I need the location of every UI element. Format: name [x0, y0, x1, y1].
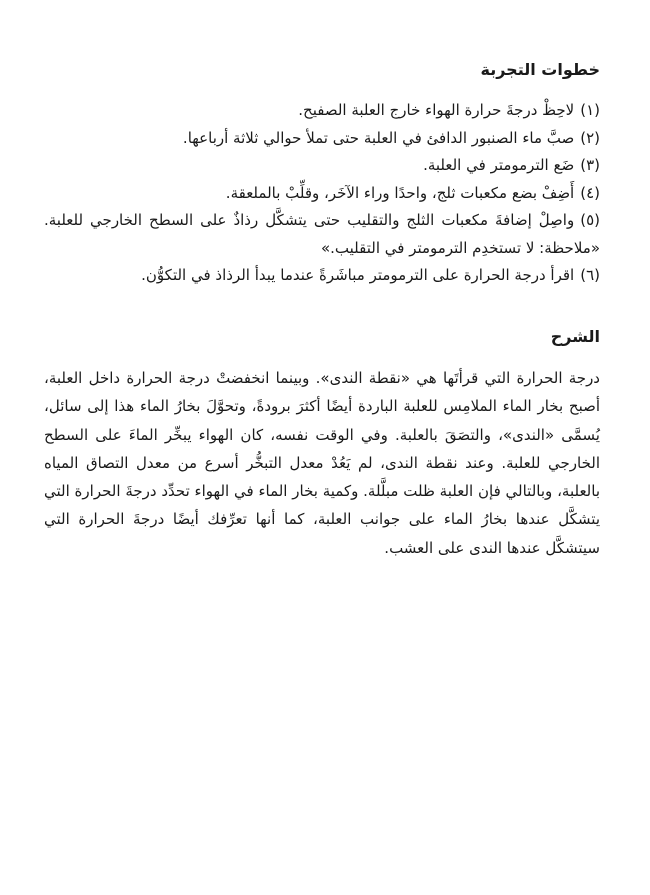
- steps-list: [44, 97, 600, 290]
- explanation-heading: الشرح: [550, 327, 600, 346]
- step-number: (٥): [580, 211, 600, 229]
- step-number: (٦): [580, 266, 600, 284]
- step-item: [44, 125, 600, 153]
- step-item: [44, 152, 600, 180]
- explanation-paragraph: درجة الحرارة التي قرأتَها هي «نقطة الندى». وبينما انخفضتْ درجة الحرارة داخل العلبة، أصبح بخار الماء الملامِس للعلبة الباردة أيضًا أكثرَ برودةً، وتحوَّلَ بخارُ الماء هذا إلى سائل، يُسمَّى «الندى»، والتصَقَ بالعلبة. وفي الوقت نفسه، كان الهواء يبخِّر الماءَ على السطح الخارجي للعلبة. وعند نقطة الندى، لم يَعُدْ معدل التبخُّر أسرع من معدل التصاق المياه بالعلبة، وبالتالي فإن العلبة ظلت مبلَّلة. وكمية بخار الماء في الهواء تحدِّد درجةَ الحرارة التي يتشكَّل عندها بخارُ الماء على جوانب العلبة، كما أنها تعرِّفك أيضًا درجةَ الحرارة التي سيتشكَّل عندها الندى على العشب.: [44, 369, 600, 557]
- step-number: (٢): [580, 128, 600, 147]
- step-text: ضَع الترمومتر في العلبة.: [423, 156, 575, 174]
- step-text: لاحِظْ درجةَ حرارة الهواء خارج العلبة الصفيح.: [298, 101, 575, 119]
- step-item: [44, 207, 600, 262]
- step-item: [44, 97, 600, 125]
- step-text: اقرأ درجة الحرارة على الترمومتر مباشَرةً عندما يبدأ الرذاذ في التكوُّن.: [141, 266, 575, 284]
- step-number: (٣): [580, 156, 600, 174]
- step-text: صبَّ ماء الصنبور الدافئ في العلبة حتى تملأ حوالي ثلاثة أرباعها.: [182, 128, 575, 147]
- step-item: [44, 262, 600, 290]
- step-item: [44, 180, 600, 208]
- steps-heading: خطوات التجربة: [480, 60, 600, 79]
- step-number: (١): [580, 101, 600, 119]
- step-text: أَضِفْ بضع مكعبات ثلج، واحدًا وراء الآخَر، وقلِّبْ بالملعقة.: [225, 183, 575, 202]
- step-number: (٤): [580, 183, 600, 202]
- step-text: واصِلْ إضافةَ مكعبات الثلج والتقليب حتى يتشكَّل رذاذٌ على السطح الخارجي للعلبة. «ملاحظة: لا تستخدِم الترمومتر في التقليب.»: [44, 211, 600, 257]
